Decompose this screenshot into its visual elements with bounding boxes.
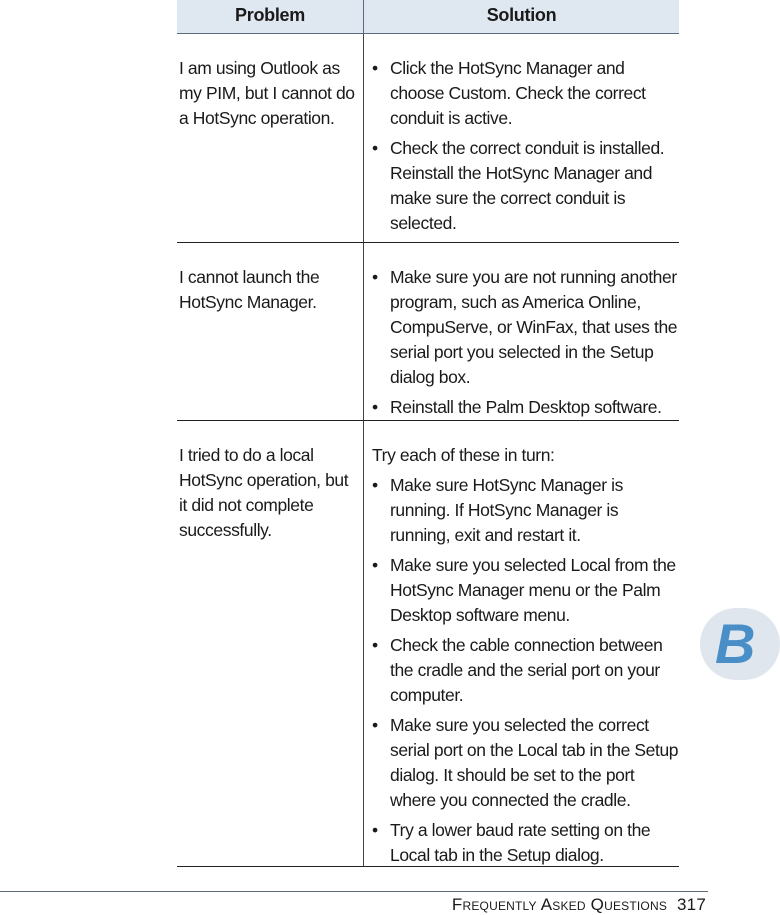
- page-footer: [452, 895, 706, 915]
- table-row: [177, 243, 679, 421]
- table-row: [177, 421, 679, 867]
- solution-cell: [364, 34, 679, 242]
- solution-bullet: • Check the correct conduit is installed. Reinstall the HotSync Manager and make sure the correct conduit is selected.: [372, 138, 665, 233]
- solution-bullet: • Check the cable connection between the cradle and the serial port on your computer.: [372, 635, 663, 705]
- solution-cell: [364, 243, 679, 420]
- solution-bullet: • Try a lower baud rate setting on the Local tab in the Setup dialog.: [372, 820, 651, 865]
- table-header: [177, 0, 679, 34]
- problem-cell: I tried to do a local HotSync operation, but it did not complete successfully.: [177, 421, 364, 866]
- solution-bullet: • Make sure HotSync Manager is running. If HotSync Manager is running, exit and restart it.: [372, 475, 623, 545]
- faq-table: [177, 0, 679, 867]
- solution-bullet: • Reinstall the Palm Desktop software.: [372, 397, 662, 417]
- solution-cell: [364, 421, 679, 866]
- footer-title: Frequently Asked Questions: [451, 895, 668, 914]
- footer-divider: [0, 891, 708, 892]
- problem-cell: I am using Outlook as my PIM, but I cannot do a HotSync operation.: [177, 34, 364, 242]
- section-tab: [700, 608, 780, 680]
- table-row: [177, 34, 679, 243]
- page-number: 317: [677, 895, 706, 914]
- solution-intro: Try each of these in turn:: [372, 445, 555, 465]
- header-solution: Solution: [486, 5, 557, 25]
- solution-bullet: • Make sure you selected Local from the HotSync Manager menu or the Palm Desktop software menu.: [372, 555, 676, 625]
- section-letter: B: [715, 612, 756, 675]
- solution-bullet: • Click the HotSync Manager and choose Custom. Check the correct conduit is active.: [372, 58, 646, 128]
- solution-bullet: • Make sure you selected the correct serial port on the Local tab in the Setup dialog. It should be set to the port where you connected the cradle.: [372, 715, 679, 810]
- header-problem: Problem: [177, 0, 364, 33]
- solution-bullet: • Make sure you are not running another program, such as America Online, CompuServe, or WinFax, that uses the serial port you selected in the Setup dialog box.: [372, 267, 678, 387]
- problem-cell: I cannot launch the HotSync Manager.: [177, 243, 364, 420]
